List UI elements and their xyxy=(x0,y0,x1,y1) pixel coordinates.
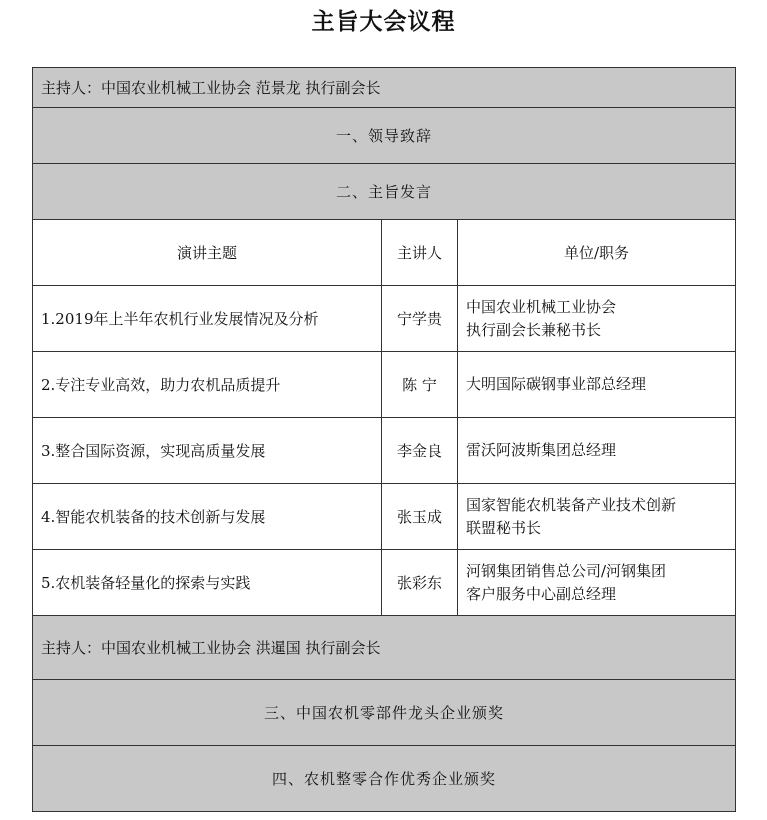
org-line: 联盟秘书长 xyxy=(466,518,542,537)
org-line: 国家智能农机装备产业技术创新 xyxy=(466,495,677,514)
org-line: 雷沃阿波斯集团总经理 xyxy=(466,441,617,459)
org-line: 大明国际碳钢事业部总经理 xyxy=(466,375,647,393)
org-line: 执行副会长兼秘书长 xyxy=(466,320,602,339)
org-cell xyxy=(458,286,736,352)
org-cell xyxy=(458,418,736,484)
table-header-row xyxy=(33,220,736,286)
topic-cell: 5.农机装备轻量化的探索与实践 xyxy=(33,550,382,616)
header-topic: 演讲主题 xyxy=(33,220,382,286)
speaker-cell: 陈 宁 xyxy=(382,352,458,418)
org-cell xyxy=(458,484,736,550)
org-line: 河钢集团销售总公司/河钢集团 xyxy=(466,561,667,580)
org-cell xyxy=(458,352,736,418)
topic-cell: 1.2019年上半年农机行业发展情况及分析 xyxy=(33,286,382,352)
header-speaker: 主讲人 xyxy=(382,220,458,286)
host-text: 主持人：中国农业机械工业协会 范景龙 执行副会长 xyxy=(33,68,736,108)
host-text: 主持人：中国农业机械工业协会 洪暹国 执行副会长 xyxy=(33,616,736,680)
table-row xyxy=(33,352,736,418)
section-row xyxy=(33,680,736,746)
speaker-cell: 张玉成 xyxy=(382,484,458,550)
agenda-table xyxy=(32,67,736,812)
speaker-cell: 李金良 xyxy=(382,418,458,484)
section-row xyxy=(33,164,736,220)
table-row xyxy=(33,484,736,550)
section-heading-1: 一、领导致辞 xyxy=(33,108,736,164)
header-org: 单位/职务 xyxy=(458,220,736,286)
org-cell xyxy=(458,550,736,616)
host-row xyxy=(33,68,736,108)
topic-cell: 3.整合国际资源，实现高质量发展 xyxy=(33,418,382,484)
section-heading-4: 四、农机整零合作优秀企业颁奖 xyxy=(33,746,736,812)
section-row xyxy=(33,108,736,164)
page-title: 主旨大会议程 xyxy=(311,9,456,35)
table-row xyxy=(33,550,736,616)
speaker-cell: 宁学贵 xyxy=(382,286,458,352)
org-line: 客户服务中心副总经理 xyxy=(466,584,617,603)
topic-cell: 2.专注专业高效，助力农机品质提升 xyxy=(33,352,382,418)
topic-cell: 4.智能农机装备的技术创新与发展 xyxy=(33,484,382,550)
host-row xyxy=(33,616,736,680)
section-heading-2: 二、主旨发言 xyxy=(33,164,736,220)
section-heading-3: 三、中国农机零部件龙头企业颁奖 xyxy=(33,680,736,746)
table-row xyxy=(33,418,736,484)
speaker-cell: 张彩东 xyxy=(382,550,458,616)
section-row xyxy=(33,746,736,812)
table-row xyxy=(33,286,736,352)
org-line: 中国农业机械工业协会 xyxy=(466,297,617,316)
